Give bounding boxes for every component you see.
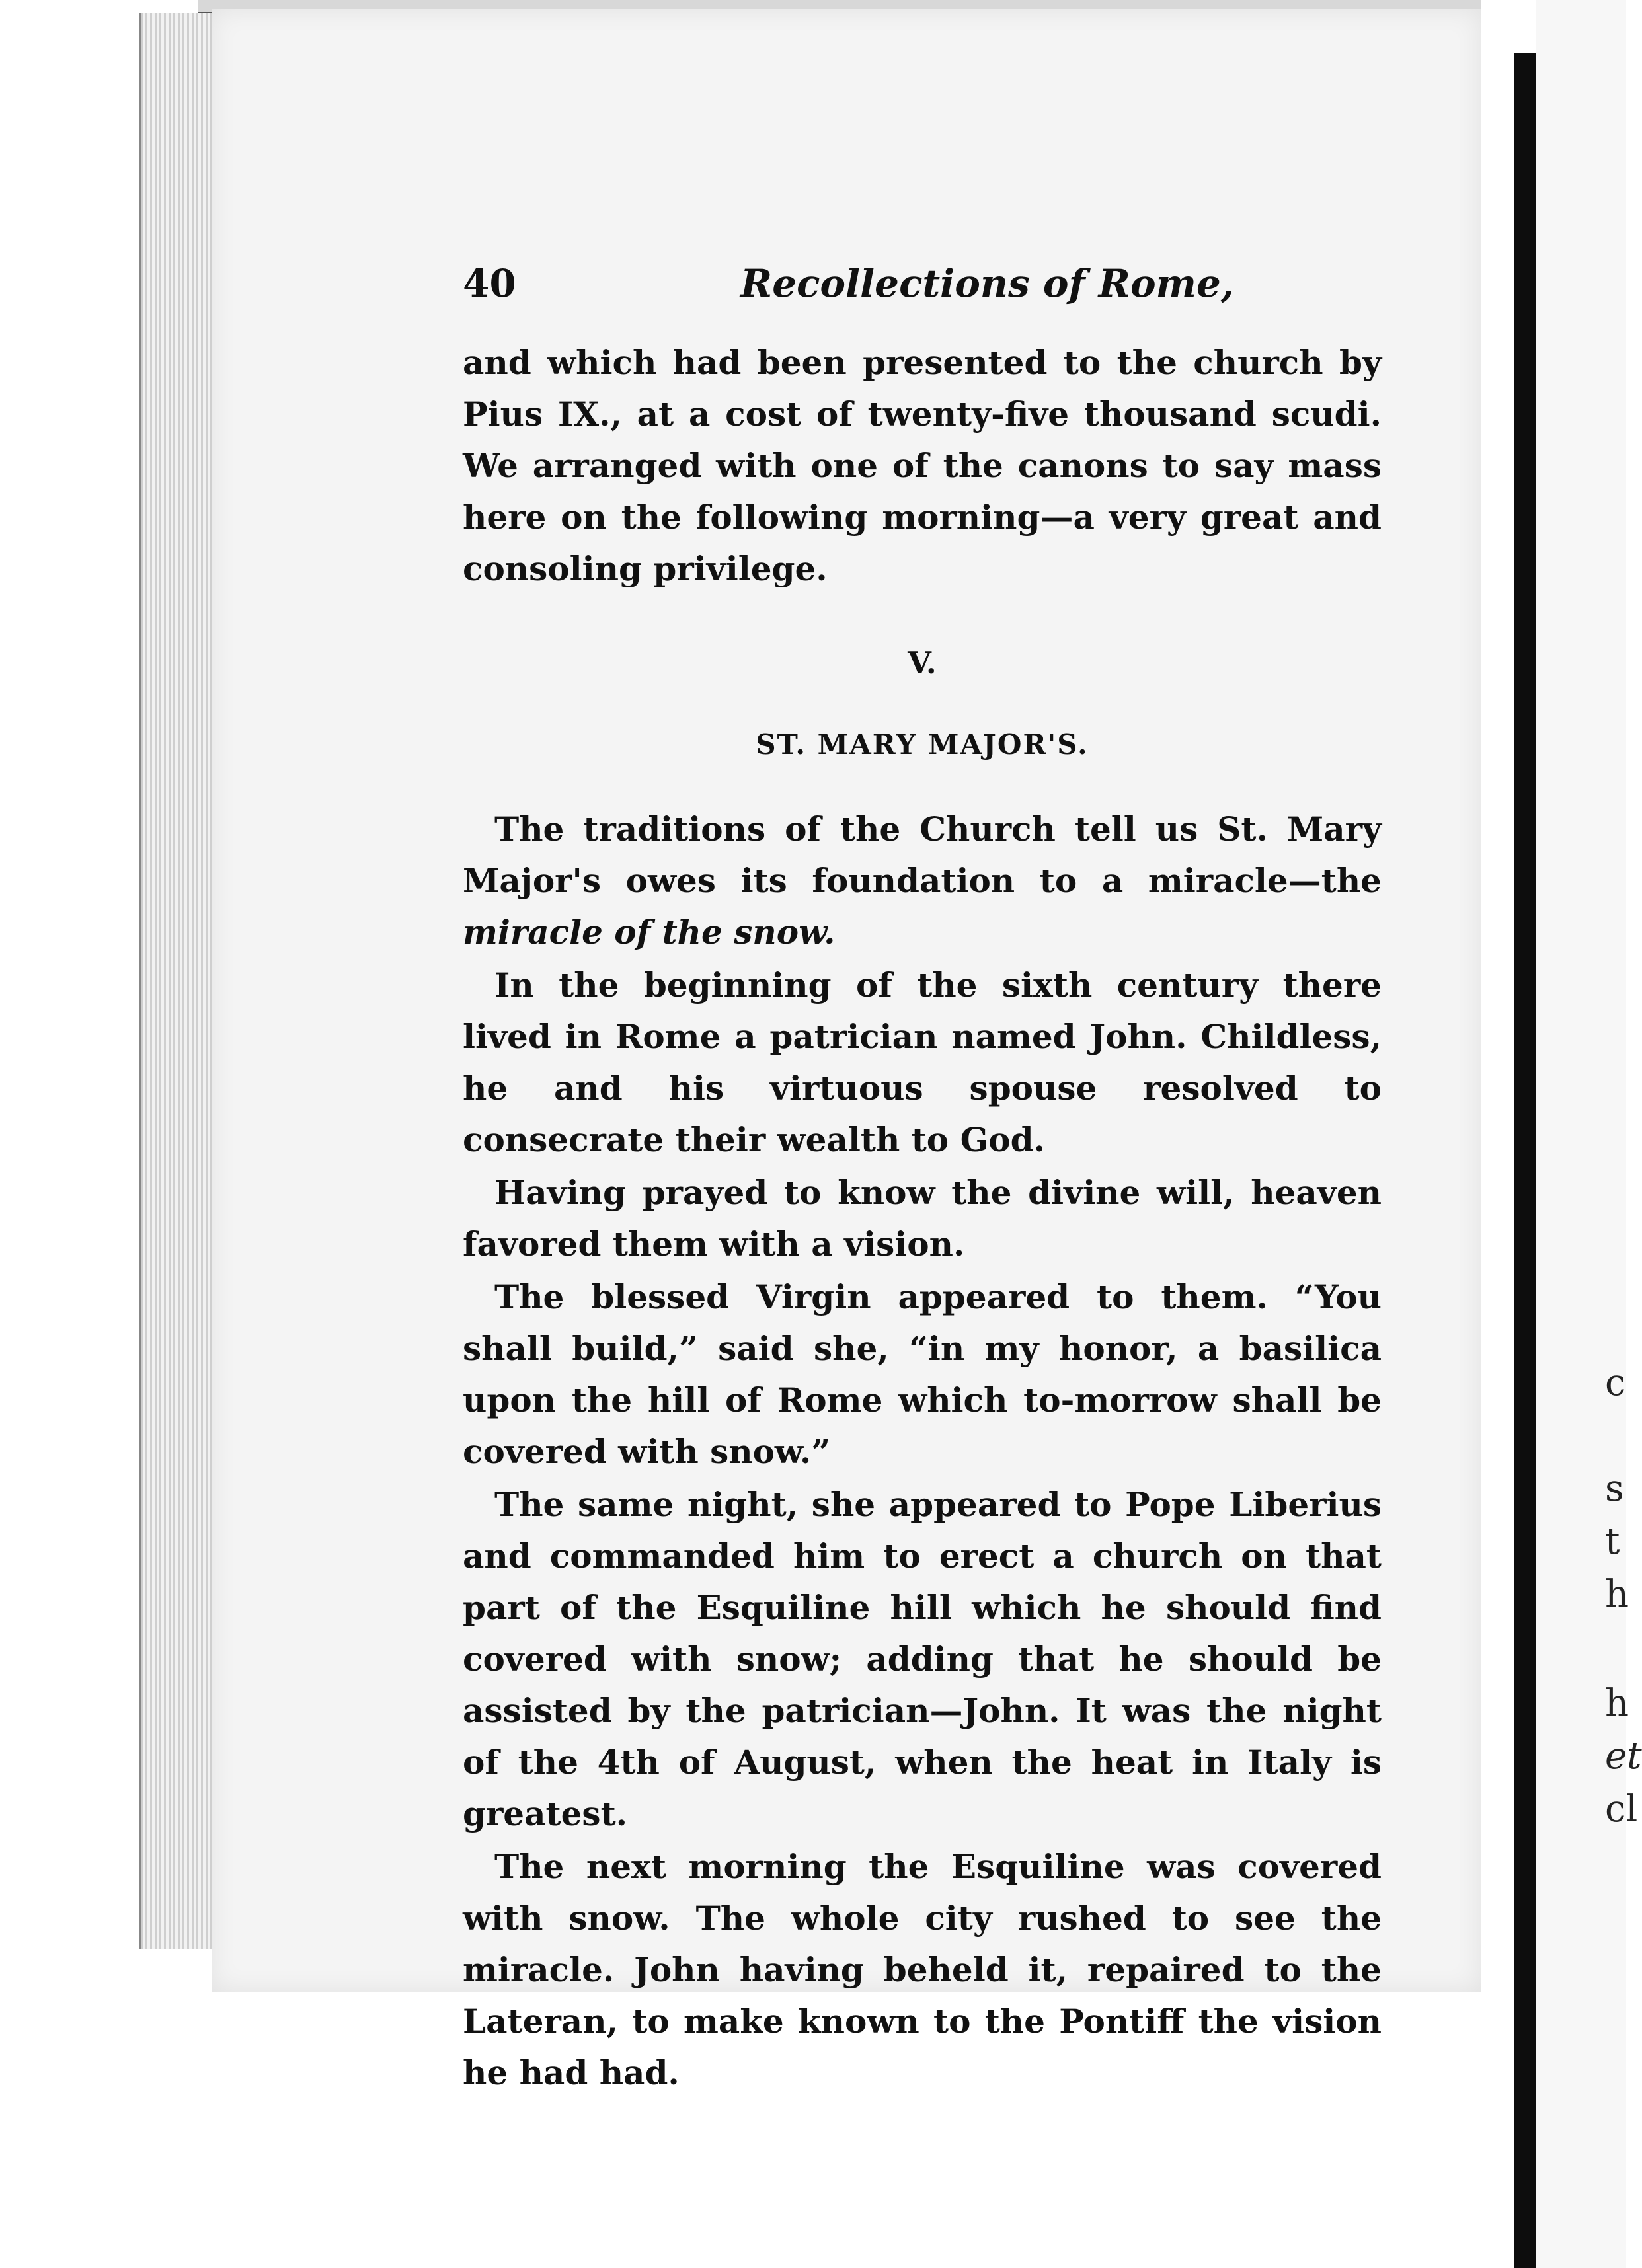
page-body: [463, 337, 1382, 2100]
paragraph: The blessed Virgin appeared to them. “You shall build,” said she, “in my honor, a basilica upon the hill of Rome which to-morrow shall be covered with snow.”: [463, 1277, 1382, 1471]
emphasis-text: miracle of the snow.: [463, 913, 836, 952]
facing-page-fragment: c: [1605, 1361, 1626, 1404]
page-number: 40: [463, 261, 516, 306]
facing-page-fragment: cl: [1605, 1788, 1638, 1831]
section-title: ST. MARY MAJOR'S.: [756, 728, 1089, 761]
facing-page-fragment: et: [1605, 1735, 1642, 1778]
running-title: Recollections of Rome,: [740, 261, 1235, 306]
opening-paragraph: and which had been presented to the church by Pius IX., at a cost of twenty-five thousand scudi. We arranged with one of the canons to say mass here on the following morning—a very great and consoling privilege.: [463, 343, 1382, 588]
facing-page-fragment: t: [1605, 1520, 1620, 1563]
facing-page-edge: [1536, 0, 1626, 2268]
facing-page-fragment: h: [1605, 1573, 1629, 1616]
paragraph: [463, 804, 1382, 958]
paragraph: The same night, she appeared to Pope Liberius and commanded him to erect a church on that part of the Esquiline hill which he should find covered with snow; adding that he should be assisted by the patrician—John. It was the night of the 4th of August, when the heat in Italy is greatest.: [463, 1485, 1382, 1833]
running-header: [463, 261, 1235, 314]
section-number: V.: [908, 645, 937, 681]
paragraph: Having prayed to know the divine will, heaven favored them with a vision.: [463, 1173, 1382, 1264]
paragraph: In the beginning of the sixth century there lived in Rome a patrician named John. Childless, he and his virtuous spouse resolved to consecrate their wealth to God.: [463, 965, 1382, 1159]
paragraph-text: The traditions of the Church tell us St. Mary Major's owes its foundation to a miracle—the: [463, 810, 1382, 900]
facing-page-fragment: s: [1605, 1467, 1624, 1510]
facing-page-fragment: h: [1605, 1682, 1629, 1725]
book-page-edges: [139, 13, 214, 1949]
binding-gutter: [1514, 53, 1536, 2268]
paragraph: The next morning the Esquiline was covered with snow. The whole city rushed to see the miracle. John having beheld it, repaired to the Lateran, to make known to the Pontiff the vision he had had.: [463, 1847, 1382, 2092]
